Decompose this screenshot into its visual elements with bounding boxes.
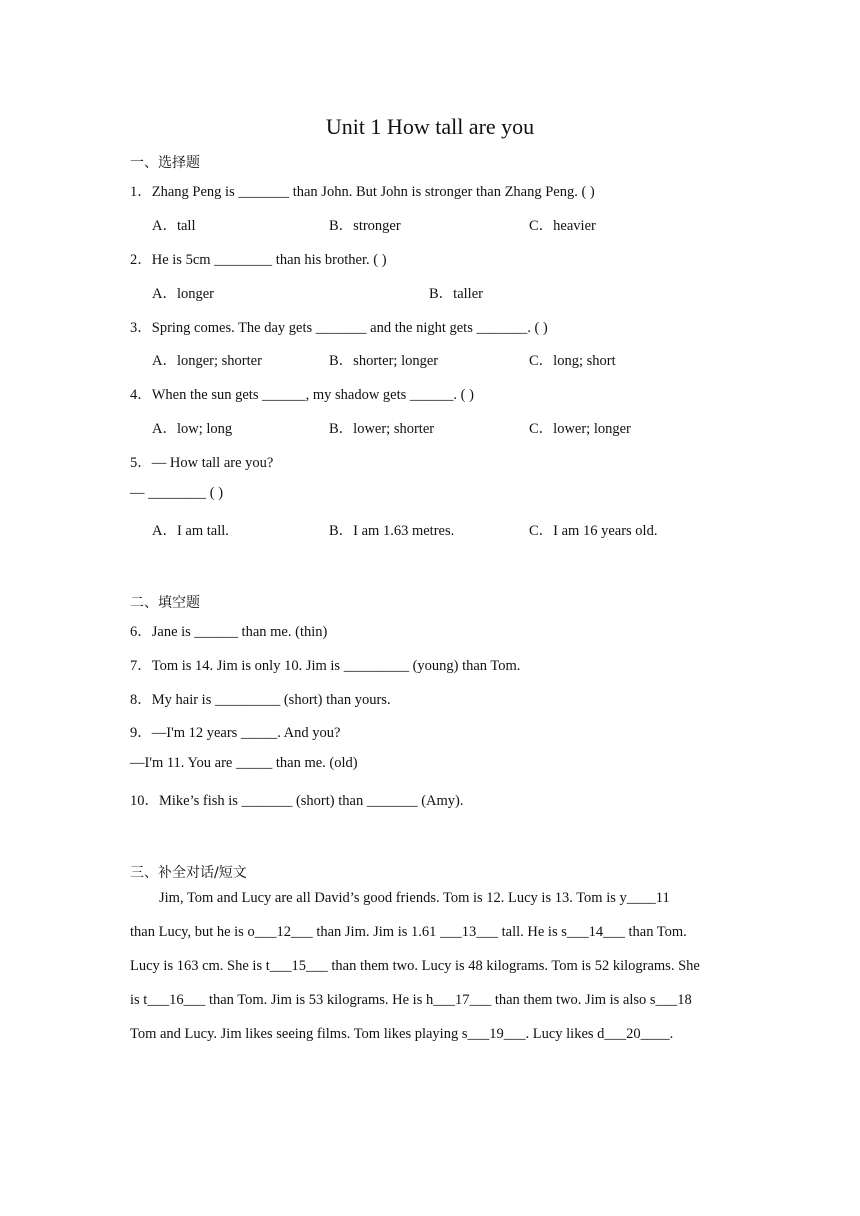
passage-line-3: Lucy is 163 cm. She is t___15___ than them two. Lucy is 48 kilograms. Tom is 52 kilograms. She — [130, 958, 700, 974]
q3-option-b: B．shorter; longer — [329, 353, 439, 369]
q3-option-a: A．longer; shorter — [152, 353, 262, 369]
q1-option-c: C．heavier — [529, 218, 596, 234]
section-heading-fill: 二、填空题 — [130, 595, 200, 611]
q1-option-a: A．tall — [152, 218, 196, 234]
passage-line-5: Tom and Lucy. Jim likes seeing films. Tom likes playing s___19___. Lucy likes d___20____. — [130, 1026, 674, 1042]
q4-option-a: A．low; long — [152, 421, 233, 437]
question-4: 4．When the sun gets ______, my shadow gets ______. ( ) — [130, 387, 474, 403]
passage-line-1: Jim, Tom and Lucy are all David’s good friends. Tom is 12. Lucy is 13. Tom is y____11 — [159, 890, 670, 906]
fill-line-9-reply: —I'm 11. You are _____ than me. (old) — [130, 755, 358, 771]
fill-line-8: 8．My hair is _________ (short) than yours. — [130, 692, 391, 708]
section-heading-choice: 一、选择题 — [130, 155, 200, 171]
q5-option-b: B．I am 1.63 metres. — [329, 523, 455, 539]
fill-line-7: 7．Tom is 14. Jim is only 10. Jim is _________ (young) than Tom. — [130, 658, 521, 674]
q2-option-b: B．taller — [429, 286, 483, 302]
passage-line-4: is t___16___ than Tom. Jim is 53 kilograms. He is h___17___ than them two. Jim is also s___18 — [130, 992, 692, 1008]
question-2: 2．He is 5cm ________ than his brother. ( ) — [130, 252, 387, 268]
q5-option-c: C．I am 16 years old. — [529, 523, 658, 539]
q3-option-c: C．long; short — [529, 353, 616, 369]
question-5: 5．— How tall are you? — [130, 455, 274, 471]
fill-line-9: 9．—I'm 12 years _____. And you? — [130, 725, 341, 741]
q2-option-a: A．longer — [152, 286, 215, 302]
q4-option-b: B．lower; shorter — [329, 421, 435, 437]
passage-line-2: than Lucy, but he is o___12___ than Jim. Jim is 1.61 ___13___ tall. He is s___14___ than Tom. — [130, 924, 687, 940]
q1-option-b: B．stronger — [329, 218, 401, 234]
section-heading-passage: 三、补全对话/短文 — [130, 865, 247, 881]
q4-option-c: C．lower; longer — [529, 421, 631, 437]
question-5-answer-line: — ________ ( ) — [130, 485, 224, 501]
fill-line-10: 10．Mike’s fish is _______ (short) than _______ (Amy). — [130, 793, 464, 809]
question-3: 3．Spring comes. The day gets _______ and the night gets _______. ( ) — [130, 320, 548, 336]
question-1: 1．Zhang Peng is _______ than John. But John is stronger than Zhang Peng. ( ) — [130, 184, 595, 200]
page-title: Unit 1 How tall are you — [325, 114, 535, 139]
q5-option-a: A．I am tall. — [152, 523, 229, 539]
fill-line-6: 6．Jane is ______ than me. (thin) — [130, 624, 328, 640]
